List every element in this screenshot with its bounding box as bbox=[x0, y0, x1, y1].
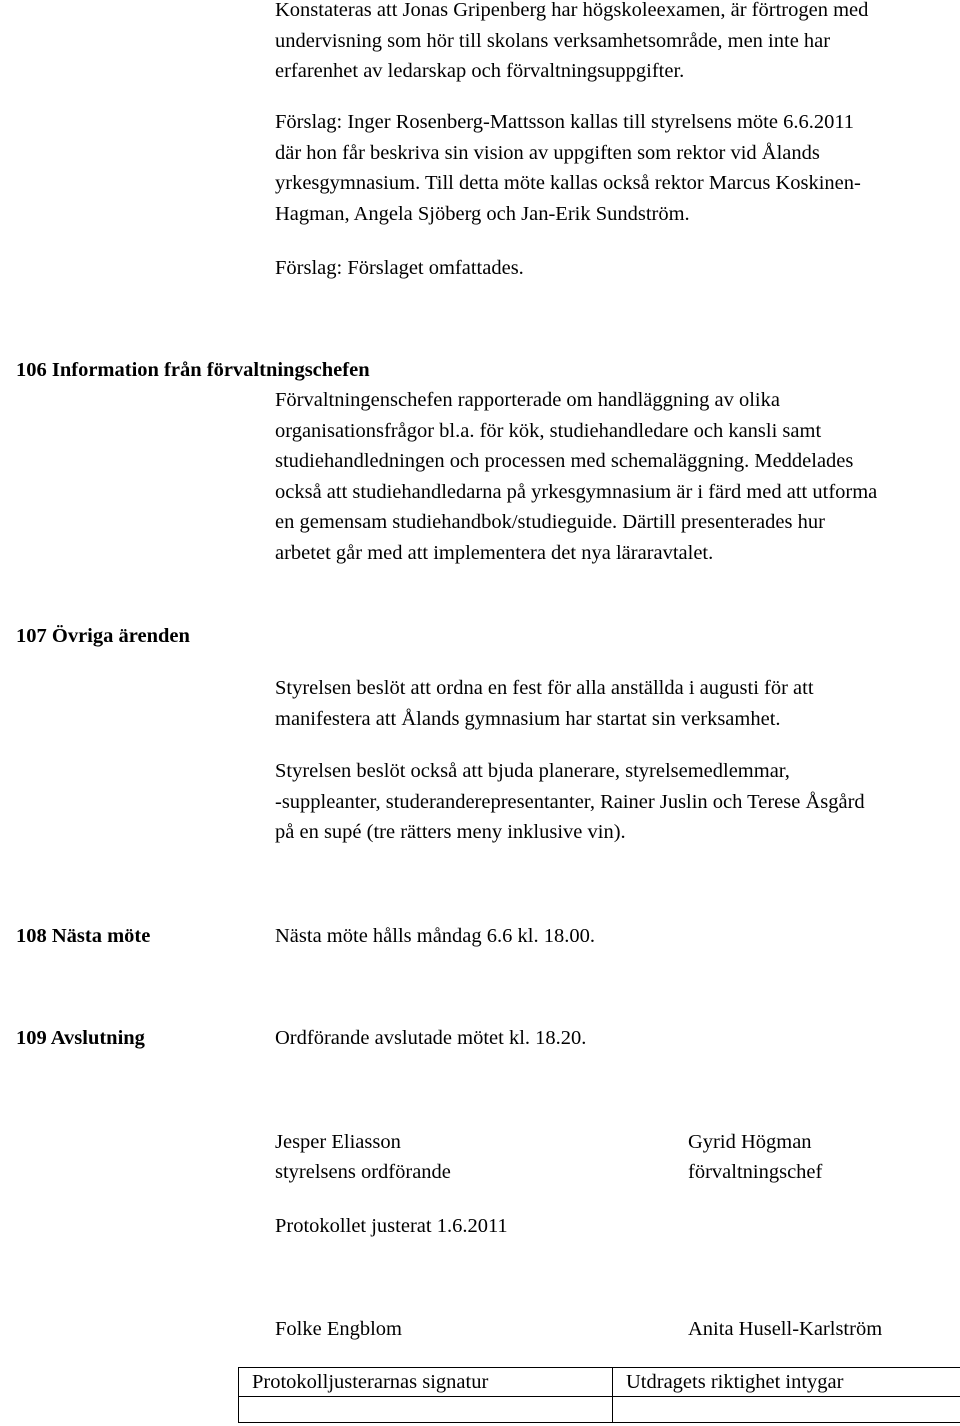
body-line: Styrelsen beslöt också att bjuda planerare, styrelsemedlemmar, bbox=[275, 760, 790, 782]
intro-line: erfarenhet av ledarskap och förvaltningsuppgifter. bbox=[275, 60, 685, 82]
body-line: -suppleanter, studeranderepresentanter, Rainer Juslin och Terese Åsgård bbox=[275, 790, 865, 813]
section-108-heading: 108 Nästa möte bbox=[16, 925, 151, 947]
body-line: på en supé (tre rätters meny inklusive vin). bbox=[275, 821, 626, 843]
section-106-heading: 106 Information från förvaltningschefen bbox=[16, 359, 370, 381]
chair-name: Jesper Eliasson bbox=[275, 1131, 401, 1153]
proposal-line: Hagman, Angela Sjöberg och Jan-Erik Sundström. bbox=[275, 202, 690, 225]
section-107-paragraph-1 bbox=[275, 673, 960, 734]
proposal-line: yrkesgymnasium. Till detta möte kallas också rektor Marcus Koskinen- bbox=[275, 172, 861, 194]
section-108-text: Nästa möte hålls måndag 6.6 kl. 18.00. bbox=[275, 925, 595, 947]
proposal-line: där hon får beskriva sin vision av uppgiften som rektor vid Ålands bbox=[275, 141, 820, 164]
body-line: Styrelsen beslöt att ordna en fest för alla anställda i augusti för att bbox=[275, 677, 814, 699]
intro-line: undervisning som hör till skolans verksamhetsområde, men inte har bbox=[275, 29, 831, 52]
extract-certified-cell bbox=[613, 1397, 960, 1423]
manager-title: förvaltningschef bbox=[688, 1161, 823, 1183]
section-107-paragraph-2 bbox=[275, 756, 960, 848]
extract-certified-label: Utdragets riktighet intygar bbox=[613, 1368, 960, 1397]
proposal-decision bbox=[275, 253, 960, 284]
body-line: studiehandledningen och processen med schemaläggning. Meddelades bbox=[275, 450, 854, 472]
adjuster-name-2: Anita Husell-Karlström bbox=[688, 1318, 883, 1340]
intro-paragraph bbox=[275, 0, 960, 87]
minutes-justified: Protokollet justerat 1.6.2011 bbox=[275, 1215, 508, 1237]
section-109-text: Ordförande avslutade mötet kl. 18.20. bbox=[275, 1027, 587, 1049]
body-line: manifestera att Ålands gymnasium har startat sin verksamhet. bbox=[275, 707, 781, 730]
signature-table-header-row bbox=[239, 1368, 960, 1397]
adjusters-signature-cell bbox=[239, 1397, 613, 1423]
body-line: också att studiehandledarna på yrkesgymnasium är i färd med att utforma bbox=[275, 480, 878, 503]
signature-table bbox=[238, 1367, 960, 1423]
manager-name: Gyrid Högman bbox=[688, 1131, 812, 1153]
body-line: arbetet går med att implementera det nya läraravtalet. bbox=[275, 541, 714, 564]
decision-line: Förslag: Förslaget omfattades. bbox=[275, 257, 524, 279]
proposal-paragraph bbox=[275, 107, 960, 229]
intro-line: Konstateras att Jonas Gripenberg har högskoleexamen, är förtrogen med bbox=[275, 0, 869, 21]
body-line: en gemensam studiehandbok/studieguide. Därtill presenterades hur bbox=[275, 511, 825, 533]
section-109-heading: 109 Avslutning bbox=[16, 1027, 145, 1049]
section-106-body bbox=[275, 385, 960, 568]
adjuster-name-1: Folke Engblom bbox=[275, 1318, 402, 1340]
adjusters-signature-label: Protokolljusterarnas signatur bbox=[239, 1368, 613, 1397]
signature-table-blank-row bbox=[239, 1397, 960, 1423]
section-107-heading: 107 Övriga ärenden bbox=[16, 625, 190, 647]
chair-title: styrelsens ordförande bbox=[275, 1161, 451, 1183]
proposal-line: Förslag: Inger Rosenberg-Mattsson kallas till styrelsens möte 6.6.2011 bbox=[275, 111, 855, 133]
body-line: organisationsfrågor bl.a. för kök, studiehandledare och kansli samt bbox=[275, 419, 822, 442]
body-line: Förvaltningenschefen rapporterade om handläggning av olika bbox=[275, 389, 780, 411]
